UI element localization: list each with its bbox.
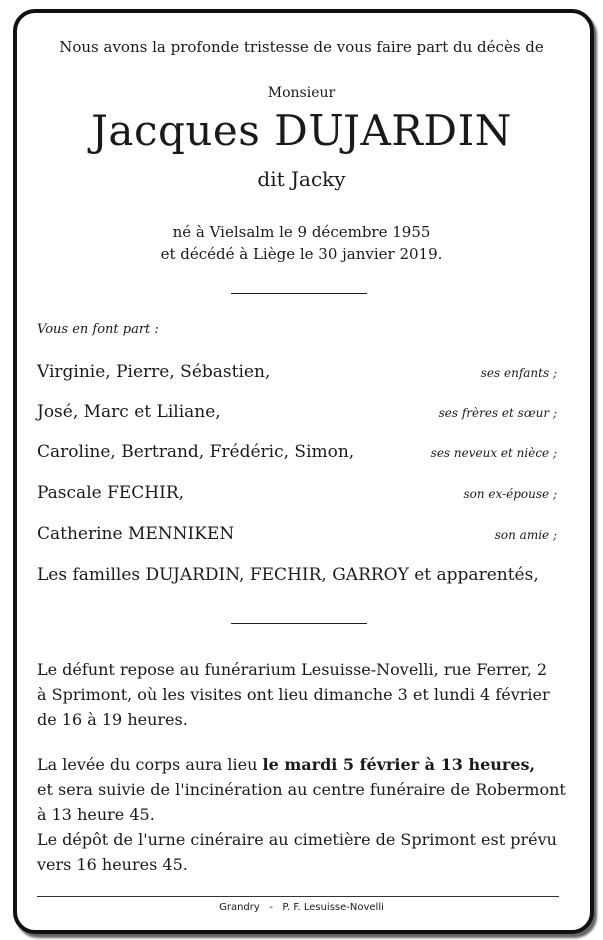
ceremony-paragraph (37, 752, 566, 877)
birth-info: né à Vielsalm le 9 décembre 1955 (172, 223, 431, 241)
mourner-relation: son amie ; (494, 528, 557, 542)
ceremony-line: Le dépôt de l'urne cinéraire au cimetière de Sprimont est prévu (37, 830, 557, 849)
ceremony-line: et sera suivie de l'incinération au centre funéraire de Robermont (37, 780, 566, 799)
nickname: dit Jacky (257, 167, 346, 191)
repose-line: Le défunt repose au funérarium Lesuisse-Novelli, rue Ferrer, 2 (37, 660, 548, 679)
ceremony-line: vers 16 heures 45. (37, 855, 188, 874)
mourner-names: José, Marc et Liliane, (37, 402, 221, 422)
levee-date: le mardi 5 février à 13 heures, (262, 755, 536, 774)
mourner-names: Pascale FECHIR, (37, 483, 185, 503)
mourner-relation: ses enfants ; (480, 366, 557, 380)
intro-text: Nous avons la profonde tristesse de vous faire part du décès de (59, 38, 544, 56)
honorific: Monsieur (267, 85, 336, 101)
levee-line (37, 752, 566, 777)
deceased-name: Jacques DUJARDIN (91, 106, 512, 155)
repose-line: de 16 à 19 heures. (37, 710, 188, 729)
mourner-relation: ses neveux et nièce ; (430, 446, 557, 460)
mourner-names: Caroline, Bertrand, Frédéric, Simon, (37, 442, 355, 462)
mourner-names: Virginie, Pierre, Sébastien, (37, 362, 271, 382)
mourner-relation: son ex-épouse ; (463, 487, 557, 501)
ceremony-line: à 13 heure 45. (37, 805, 155, 824)
footer-credits: Grandry - P. F. Lesuisse-Novelli (219, 902, 384, 913)
divider-middle (231, 623, 367, 624)
mourner-names: Catherine MENNIKEN (37, 524, 235, 544)
levee-prefix: La levée du corps aura lieu (37, 755, 263, 774)
mourners-header: Vous en font part : (37, 322, 159, 337)
divider-top (231, 293, 367, 294)
families-line: Les familles DUJARDIN, FECHIR, GARROY et apparentés, (37, 565, 539, 585)
repose-paragraph (37, 657, 550, 732)
footer-divider (37, 896, 559, 897)
repose-line: à Sprimont, où les visites ont lieu dimanche 3 et lundi 4 février (37, 685, 550, 704)
mourner-relation: ses frères et sœur ; (438, 406, 557, 420)
death-info: et décédé à Liège le 30 janvier 2019. (160, 245, 443, 263)
